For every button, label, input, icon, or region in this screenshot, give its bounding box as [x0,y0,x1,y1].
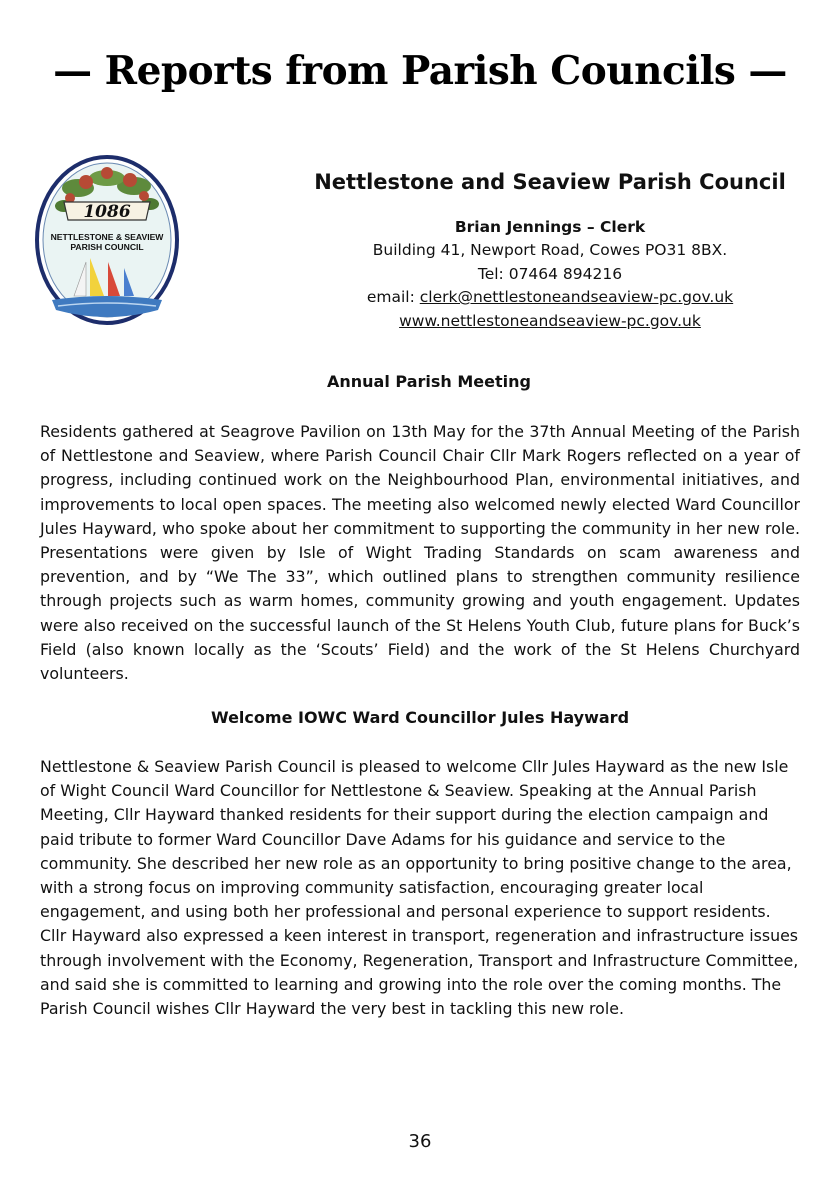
council-address: Building 41, Newport Road, Cowes PO31 8BX. [372,241,728,259]
welcome-councillor-paragraph: Nettlestone & Seaview Parish Council is pleased to welcome Cllr Jules Hayward as the new Isle of Wight Council Ward Councillor for Nettlestone & Seaview. Speaking at the Annual Parish Meeting, Cllr Hayward thanked residents for their support during the election campaign and paid tribute to former Ward Councillor Dave Adams for his guidance and service to the community. She described her new role as an opportunity to bring positive change to the area, with a strong focus on improving community satisfaction, encouraging greater local engagement, and using both her professional and personal experience to support residents. Cllr Hayward also expressed a keen interest in transport, regeneration and infrastructure issues through involvement with the Economy, Regeneration, Transport and Infrastructure Committee, and said she is committed to learning and growing into the role over the coming months. The Parish Council wishes Cllr Hayward the very best in tackling this new role. [40,757,799,1019]
annual-meeting-paragraph: Residents gathered at Seagrove Pavilion on 13th May for the 37th Annual Meeting of the Parish of Nettlestone and Seaview, where Parish Council Chair Cllr Mark Rogers reflected on a year of progress, including continued work on the Neighbourhood Plan, environmental initiatives, and improvements to local open spaces. The meeting also welcomed newly elected Ward Councillor Jules Hayward, who spoke about her commitment to supporting the community in her new role. Presentations were given by Isle of Wight Trading Standards on scam awareness and prevention, and by “We The 33”, which outlined plans to strengthen community resilience through projects such as warm homes, community growing and youth engagement. Updates were also received on the successful launch of the St Helens Youth Club, future plans for Buck’s Field (also known locally as the ‘Scouts’ Field) and the work of the St Helens Churchyard volunteers. [40,422,800,684]
email-label: email: [366,288,420,306]
council-title: Nettlestone and Seaview Parish Council [314,170,786,194]
page-number: 36 [408,1131,432,1152]
parish-council-logo [34,154,180,326]
council-website-line [240,310,840,334]
council-email-line [240,286,840,310]
section-heading-welcome-councillor: Welcome IOWC Ward Councillor Jules Hayward [211,708,630,727]
council-telephone: Tel: 07464 894216 [477,264,623,283]
logo-year: 1086 [83,202,131,222]
email-link[interactable]: clerk@nettlestoneandseaview-pc.gov.uk [419,288,734,306]
section-heading-annual-meeting: Annual Parish Meeting [327,372,531,391]
website-link[interactable]: www.nettlestoneandseaview-pc.gov.uk [399,311,701,330]
council-contact-block [240,170,840,333]
logo-text-line2: PARISH COUNCIL [70,242,144,252]
page-header: — Reports from Parish Councils — [53,48,787,94]
logo-text-line1: NETTLESTONE & SEAVIEW [50,232,164,242]
clerk-name: Brian Jennings – Clerk [454,218,646,236]
